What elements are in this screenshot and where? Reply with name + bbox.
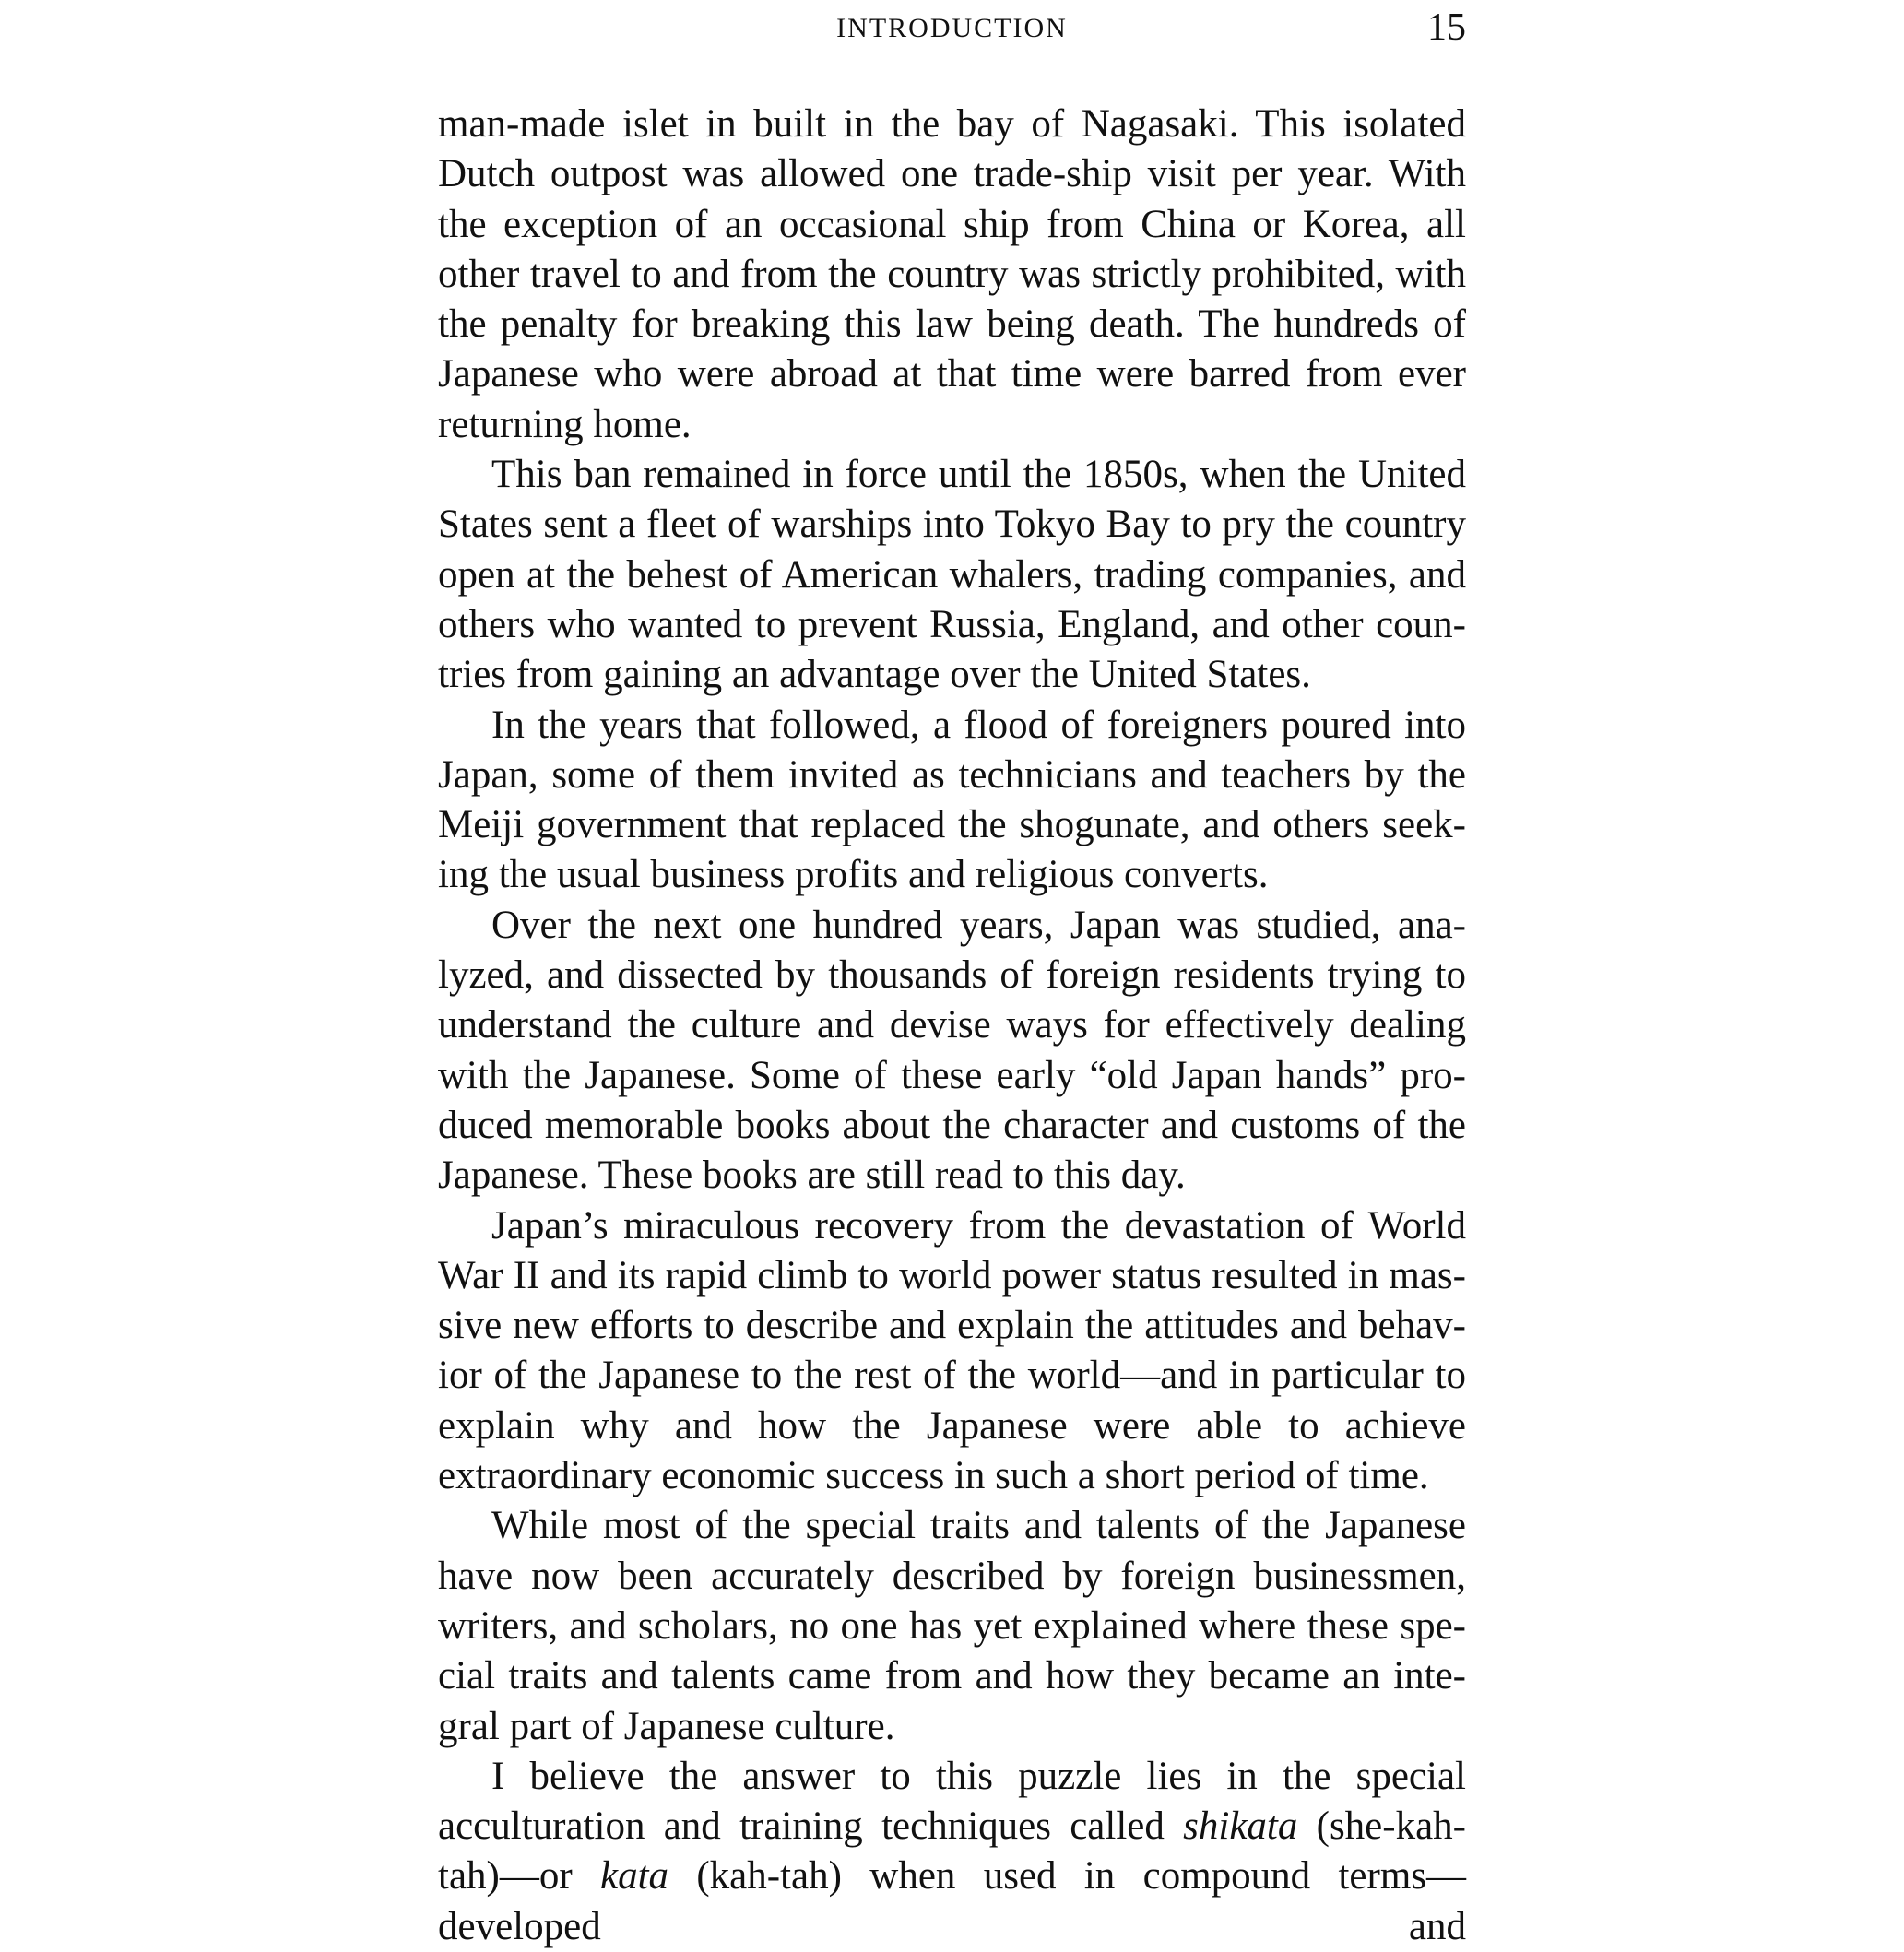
paragraph (438, 1752, 1466, 1952)
page-number: 15 (1427, 6, 1466, 49)
paragraph-text: (she-kah-tah)—or (438, 1804, 1466, 1899)
paragraph: Over the next one hundred years, Japan was studied, analyzed, and dissected by thousands of foreign residents trying to understand the culture and devise ways for effectively dealing with the Japanese. Some of these early “old Japan hands” produced memorable books about the character and customs of the Japanese. These books are still read to this day. (438, 903, 1466, 1198)
italic-term: kata (600, 1854, 669, 1899)
running-head (438, 6, 1466, 52)
book-page (438, 0, 1467, 1948)
paragraph: This ban remained in force until the 1850s, when the United States sent a fleet of warships into Tokyo Bay to pry the country open at the behest of American whalers, trading companies, and others who wanted to prevent Russia, England, and other countries from gaining an advantage over the United States. (438, 453, 1466, 697)
paragraph-text: (kah-tah) when used in compound terms—developed and (438, 1854, 1467, 1948)
body-text (438, 100, 1466, 1952)
paragraph-text: I believe the answer to this puzzle lies in the special acculturation and training techniques called (438, 1754, 1466, 1849)
paragraph: Japan’s miraculous recovery from the devastation of World War II and its rapid climb to world power status resulted in massive new efforts to describe and explain the attitudes and behavior of the Japanese to the rest of the world—and in particular to explain why and how the Japanese were able to achieve extraordinary economic success in such a short period of time. (438, 1203, 1466, 1498)
running-title: INTRODUCTION (836, 13, 1068, 43)
paragraph: man-made islet in built in the bay of Nagasaki. This isolated Dutch outpost was allowed one trade-ship visit per year. With the exception of an occasional ship from China or Korea, all other travel to and from the country was strictly prohibited, with the penalty for breaking this law being death. The hundreds of Japanese who were abroad at that time were barred from ever returning home. (438, 102, 1466, 446)
italic-term: shikata (1183, 1804, 1298, 1849)
paragraph: In the years that followed, a flood of foreigners poured into Japan, some of them invited as technicians and teachers by the Meiji government that replaced the shogunate, and others seeking the usual business profits and religious converts. (438, 703, 1466, 897)
paragraph: While most of the special traits and talents of the Japanese have now been accurately described by foreign businessmen, writers, and scholars, no one has yet explained where these special traits and talents came from and how they became an integral part of Japanese culture. (438, 1504, 1466, 1748)
